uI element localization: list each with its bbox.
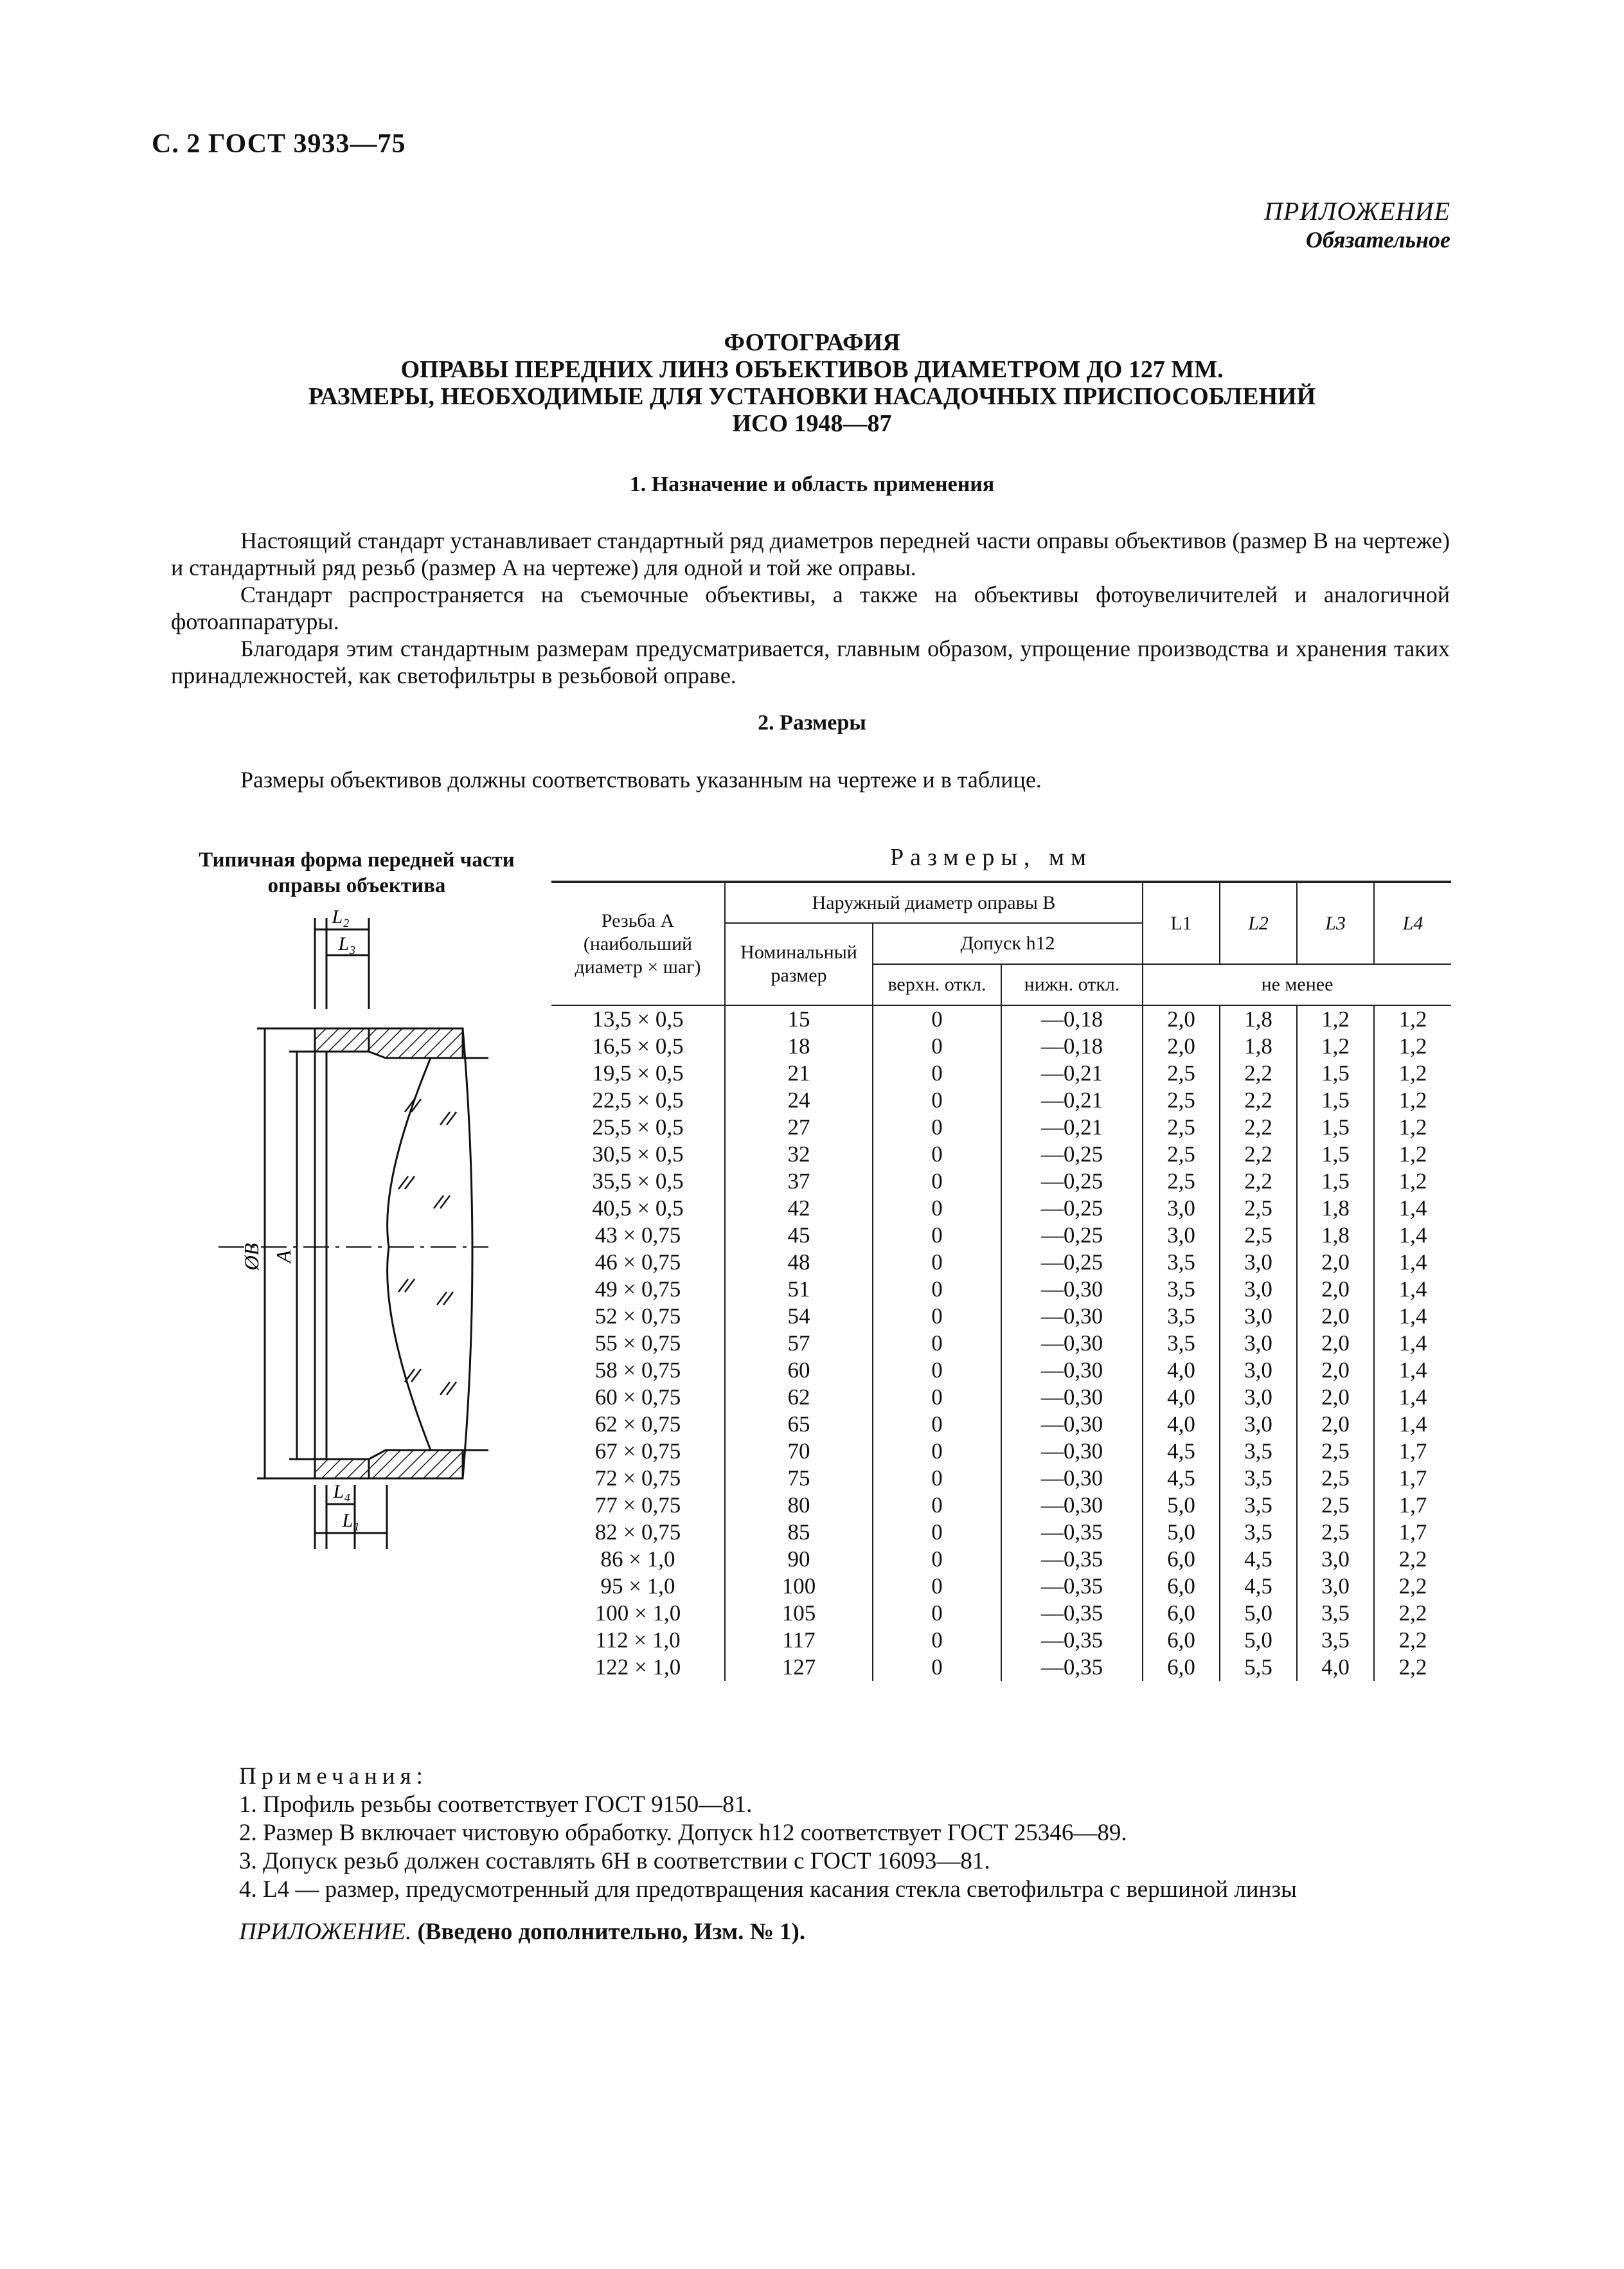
dimension-label-l4: L₄: [333, 1481, 351, 1502]
table-cell: 3,0: [1297, 1546, 1374, 1573]
table-cell: 0: [873, 1276, 1001, 1303]
table-cell: 3,0: [1220, 1411, 1297, 1438]
table-cell: 2,0: [1297, 1357, 1374, 1384]
table-cell: 65: [725, 1411, 873, 1438]
table-cell: 1,5: [1297, 1168, 1374, 1195]
table-cell: 6,0: [1143, 1600, 1220, 1627]
table-cell: 5,5: [1220, 1654, 1297, 1681]
table-cell: 2,2: [1374, 1600, 1451, 1627]
header-l4: L4: [1374, 882, 1451, 964]
table-cell: 1,7: [1374, 1465, 1451, 1492]
table-cell: 2,5: [1297, 1465, 1374, 1492]
table-cell: 0: [873, 1438, 1001, 1465]
table-cell: 3,5: [1297, 1600, 1374, 1627]
table-cell: —0,25: [1001, 1141, 1143, 1168]
appendix-block: [1264, 196, 1450, 253]
table-cell: 95 × 1,0: [600, 1574, 675, 1599]
table-cell: 27: [725, 1114, 873, 1141]
table-row: [551, 1330, 1451, 1357]
table-cell: 2,0: [1297, 1411, 1374, 1438]
table-cell: 1,4: [1374, 1384, 1451, 1411]
table-cell: 1,2: [1374, 1168, 1451, 1195]
dimension-label-b: ØB: [240, 1242, 263, 1271]
header-min: не менее: [1143, 964, 1451, 1005]
table-cell: 2,0: [1297, 1276, 1374, 1303]
table-cell: —0,35: [1001, 1546, 1143, 1573]
table-row: [551, 1654, 1451, 1681]
table-cell: 0: [873, 1222, 1001, 1249]
table-cell: —0,35: [1001, 1573, 1143, 1600]
table-cell: 6,0: [1143, 1546, 1220, 1573]
table-cell: 55 × 0,75: [594, 1331, 681, 1356]
table-cell: 4,0: [1297, 1654, 1374, 1681]
footer-appendix: ПРИЛОЖЕНИЕ.: [239, 1919, 412, 1945]
table-cell: —0,25: [1001, 1249, 1143, 1276]
table-row: [551, 1114, 1451, 1141]
table-row: [551, 1438, 1451, 1465]
table-cell: 2,0: [1297, 1303, 1374, 1330]
table-cell: 1,2: [1374, 1114, 1451, 1141]
table-cell: 2,5: [1297, 1519, 1374, 1546]
table-cell: 62: [725, 1384, 873, 1411]
table-cell: 3,5: [1220, 1465, 1297, 1492]
table-row: [551, 1141, 1451, 1168]
table-cell: —0,21: [1001, 1087, 1143, 1114]
table-cell: 0: [873, 1411, 1001, 1438]
table-cell: 4,5: [1220, 1546, 1297, 1573]
table-cell: —0,30: [1001, 1465, 1143, 1492]
table-cell: 4,0: [1143, 1384, 1220, 1411]
table-row: [551, 1546, 1451, 1573]
table-row: [551, 1357, 1451, 1384]
appendix-label: ПРИЛОЖЕНИЕ: [1264, 197, 1450, 226]
section-2-paragraph: Размеры объективов должны соответствовать указанным на чертеже и в таблице.: [240, 767, 1042, 793]
table-cell: 2,5: [1143, 1168, 1220, 1195]
table-cell: 0: [873, 1357, 1001, 1384]
footer-note: [239, 1918, 805, 1946]
table-cell: 3,5: [1143, 1303, 1220, 1330]
title-line: ОПРАВЫ ПЕРЕДНИХ ЛИНЗ ОБЪЕКТИВОВ ДИАМЕТРОМ ДО 127 ММ.: [400, 356, 1224, 383]
table-cell: 1,8: [1220, 1005, 1297, 1033]
table-cell: 6,0: [1143, 1654, 1220, 1681]
title-line: ИСО 1948—87: [732, 410, 892, 437]
table-cell: 0: [873, 1005, 1001, 1033]
table-cell: 2,5: [1143, 1141, 1220, 1168]
header-upper-deviation: верхн. откл.: [873, 964, 1001, 1005]
table-row: [551, 1627, 1451, 1654]
table-row: [551, 1519, 1451, 1546]
table-cell: 1,4: [1374, 1357, 1451, 1384]
table-cell: 3,0: [1220, 1384, 1297, 1411]
header-l2: L2: [1220, 882, 1297, 964]
table-cell: 3,0: [1220, 1303, 1297, 1330]
table-cell: 21: [725, 1060, 873, 1087]
table-row: [551, 1005, 1451, 1033]
table-row: [551, 1465, 1451, 1492]
table-cell: 2,5: [1297, 1492, 1374, 1519]
table-cell: —0,21: [1001, 1060, 1143, 1087]
table-cell: 1,2: [1374, 1141, 1451, 1168]
header-lower-deviation: нижн. откл.: [1001, 964, 1143, 1005]
table-cell: 3,5: [1220, 1492, 1297, 1519]
table-cell: 0: [873, 1033, 1001, 1060]
table-cell: 105: [725, 1600, 873, 1627]
table-cell: 3,5: [1143, 1276, 1220, 1303]
table-cell: 40,5 × 0,5: [592, 1196, 684, 1221]
table-cell: 82 × 0,75: [594, 1520, 681, 1545]
header-nominal: Номинальный размер: [725, 923, 873, 1005]
table-cell: 0: [873, 1195, 1001, 1222]
table-cell: 0: [873, 1249, 1001, 1276]
table-cell: 5,0: [1143, 1519, 1220, 1546]
table-cell: 2,5: [1143, 1087, 1220, 1114]
table-cell: 0: [873, 1627, 1001, 1654]
table-cell: 67 × 0,75: [594, 1439, 681, 1464]
table-cell: —0,35: [1001, 1627, 1143, 1654]
document-title: [193, 329, 1431, 437]
table-cell: 112 × 1,0: [595, 1628, 681, 1653]
footer-amendment: (Введено дополнительно, Изм. № 1).: [417, 1919, 806, 1945]
table-cell: 0: [873, 1492, 1001, 1519]
table-cell: 0: [873, 1303, 1001, 1330]
table-cell: 6,0: [1143, 1627, 1220, 1654]
header-tolerance: Допуск h12: [873, 923, 1143, 964]
table-cell: 1,4: [1374, 1195, 1451, 1222]
table-cell: —0,30: [1001, 1384, 1143, 1411]
header-l1: L1: [1143, 882, 1220, 964]
table-cell: 54: [725, 1303, 873, 1330]
table-row: [551, 1573, 1451, 1600]
table-cell: —0,30: [1001, 1276, 1143, 1303]
table-cell: 24: [725, 1087, 873, 1114]
table-cell: 3,5: [1220, 1519, 1297, 1546]
table-cell: 2,5: [1143, 1114, 1220, 1141]
header-l3: L3: [1297, 882, 1374, 964]
table-cell: —0,35: [1001, 1519, 1143, 1546]
table-cell: —0,18: [1001, 1033, 1143, 1060]
table-cell: —0,30: [1001, 1411, 1143, 1438]
table-cell: 4,0: [1143, 1357, 1220, 1384]
table-cell: —0,25: [1001, 1168, 1143, 1195]
table-cell: —0,25: [1001, 1222, 1143, 1249]
table-cell: 100: [725, 1573, 873, 1600]
table-cell: 1,4: [1374, 1222, 1451, 1249]
table-cell: 45: [725, 1222, 873, 1249]
table-cell: 3,5: [1297, 1627, 1374, 1654]
table-cell: 2,5: [1220, 1222, 1297, 1249]
table-cell: 0: [873, 1654, 1001, 1681]
lens-mount-drawing: [219, 906, 488, 1531]
table-cell: 4,5: [1220, 1573, 1297, 1600]
table-cell: 1,4: [1374, 1276, 1451, 1303]
table-cell: 2,5: [1220, 1195, 1297, 1222]
table-cell: —0,21: [1001, 1114, 1143, 1141]
notes-heading: Примечания:: [239, 1763, 428, 1789]
section-1-paragraph: Благодаря этим стандартным размерам предусматривается, главным образом, упрощение производства и хранения таких принадлежностей, как светофильтры в резьбовой оправе.: [171, 636, 1450, 688]
table-cell: 2,0: [1297, 1384, 1374, 1411]
table-cell: 75: [725, 1465, 873, 1492]
table-cell: 3,0: [1220, 1357, 1297, 1384]
table-cell: 22,5 × 0,5: [592, 1088, 684, 1113]
table-cell: 1,7: [1374, 1519, 1451, 1546]
table-cell: 1,5: [1297, 1060, 1374, 1087]
table-cell: 1,5: [1297, 1141, 1374, 1168]
table-cell: 2,5: [1143, 1060, 1220, 1087]
table-row: [551, 1222, 1451, 1249]
table-cell: —0,30: [1001, 1492, 1143, 1519]
table-cell: 16,5 × 0,5: [592, 1034, 684, 1059]
table-cell: 1,5: [1297, 1114, 1374, 1141]
table-cell: 2,2: [1220, 1114, 1297, 1141]
table-cell: 5,0: [1220, 1600, 1297, 1627]
table-cell: 3,5: [1143, 1249, 1220, 1276]
table-cell: 35,5 × 0,5: [592, 1169, 684, 1194]
table-row: [551, 1249, 1451, 1276]
table-cell: 0: [873, 1600, 1001, 1627]
table-cell: 1,7: [1374, 1492, 1451, 1519]
table-cell: 0: [873, 1573, 1001, 1600]
table-cell: 18: [725, 1033, 873, 1060]
table-cell: 3,0: [1143, 1195, 1220, 1222]
table-cell: 4,5: [1143, 1438, 1220, 1465]
title-line: РАЗМЕРЫ, НЕОБХОДИМЫЕ ДЛЯ УСТАНОВКИ НАСАДОЧНЫХ ПРИСПОСОБЛЕНИЙ: [308, 383, 1316, 410]
table-cell: —0,18: [1001, 1005, 1143, 1033]
dimensions-table: [551, 881, 1451, 1681]
table-cell: 2,2: [1374, 1654, 1451, 1681]
table-cell: 100 × 1,0: [594, 1601, 681, 1626]
table-cell: 46 × 0,75: [594, 1250, 681, 1275]
table-cell: 0: [873, 1384, 1001, 1411]
table-cell: 1,4: [1374, 1303, 1451, 1330]
table-cell: 2,2: [1374, 1546, 1451, 1573]
table-cell: 70: [725, 1438, 873, 1465]
notes-block: [239, 1762, 1297, 1904]
table-cell: 2,2: [1374, 1627, 1451, 1654]
table-row: [551, 1492, 1451, 1519]
table-cell: 19,5 × 0,5: [592, 1061, 684, 1086]
table-cell: 122 × 1,0: [594, 1655, 681, 1680]
table-row: [551, 1600, 1451, 1627]
table-cell: 1,7: [1374, 1438, 1451, 1465]
table-cell: 1,4: [1374, 1411, 1451, 1438]
table-cell: 1,2: [1297, 1033, 1374, 1060]
note-item: 2. Размер B включает чистовую обработку. Допуск h12 соответствует ГОСТ 25346—89.: [239, 1820, 1127, 1846]
table-cell: 90: [725, 1546, 873, 1573]
table-cell: 5,0: [1143, 1492, 1220, 1519]
table-cell: 13,5 × 0,5: [592, 1007, 684, 1032]
header-thread: Резьба A (наибольший диаметр × шаг): [551, 882, 725, 1005]
table-cell: 0: [873, 1546, 1001, 1573]
figure-caption: Типичная форма передней части оправы объектива: [199, 848, 515, 897]
section-2-heading: 2. Размеры: [758, 711, 866, 735]
table-cell: 60 × 0,75: [594, 1385, 681, 1410]
table-cell: 3,0: [1220, 1276, 1297, 1303]
table-cell: 2,2: [1220, 1087, 1297, 1114]
table-cell: 1,2: [1374, 1033, 1451, 1060]
table-cell: 15: [725, 1005, 873, 1033]
table-cell: 86 × 1,0: [600, 1547, 675, 1572]
table-cell: 5,0: [1220, 1627, 1297, 1654]
table-cell: —0,25: [1001, 1195, 1143, 1222]
table-cell: 0: [873, 1168, 1001, 1195]
table-cell: 43 × 0,75: [594, 1223, 681, 1248]
table-cell: 1,2: [1374, 1005, 1451, 1033]
table-cell: —0,30: [1001, 1438, 1143, 1465]
table-cell: 0: [873, 1087, 1001, 1114]
table-row: [551, 1411, 1451, 1438]
table-cell: 0: [873, 1519, 1001, 1546]
table-cell: 85: [725, 1519, 873, 1546]
table-cell: 1,8: [1297, 1222, 1374, 1249]
section-1-paragraph: Стандарт распространяется на съемочные объективы, а также на объективы фотоувеличителей и аналогичной фотоаппаратуры.: [171, 582, 1450, 634]
table-row: [551, 1168, 1451, 1195]
table-row: [551, 1087, 1451, 1114]
table-cell: 2,2: [1220, 1168, 1297, 1195]
table-cell: 2,0: [1143, 1005, 1220, 1033]
dimension-label-a: A: [272, 1250, 295, 1263]
table-cell: 1,5: [1297, 1087, 1374, 1114]
appendix-status: Обязательное: [1305, 227, 1450, 253]
table-cell: 1,2: [1374, 1060, 1451, 1087]
table-cell: 4,0: [1143, 1411, 1220, 1438]
table-cell: 0: [873, 1060, 1001, 1087]
table-cell: 25,5 × 0,5: [592, 1115, 684, 1140]
table-cell: 58 × 0,75: [594, 1358, 681, 1383]
table-cell: 2,0: [1143, 1033, 1220, 1060]
table-cell: 57: [725, 1330, 873, 1357]
table-row: [551, 1060, 1451, 1087]
table-cell: 80: [725, 1492, 873, 1519]
dimension-label-l2: L₂: [332, 906, 350, 928]
header-outer-diameter: Наружный диаметр оправы B: [725, 882, 1143, 923]
page-header: С. 2 ГОСТ 3933—75: [152, 129, 406, 159]
table-cell: 62 × 0,75: [594, 1412, 681, 1437]
note-item: 4. L4 — размер, предусмотренный для предотвращения касания стекла светофильтра с вершиной линзы: [239, 1876, 1297, 1903]
table-cell: 3,5: [1220, 1438, 1297, 1465]
table-cell: 1,8: [1297, 1195, 1374, 1222]
table-cell: 1,2: [1297, 1005, 1374, 1033]
table-cell: 49 × 0,75: [594, 1277, 681, 1302]
table-cell: 2,2: [1220, 1060, 1297, 1087]
table-cell: 1,8: [1220, 1033, 1297, 1060]
table-caption: Размеры, мм: [890, 844, 1093, 871]
table-cell: 51: [725, 1276, 873, 1303]
table-cell: 1,4: [1374, 1330, 1451, 1357]
note-item: 3. Допуск резьб должен составлять 6H в соответствии с ГОСТ 16093—81.: [239, 1848, 990, 1874]
table-cell: —0,35: [1001, 1654, 1143, 1681]
title-line: ФОТОГРАФИЯ: [724, 329, 900, 356]
table-cell: 3,0: [1143, 1222, 1220, 1249]
table-cell: 2,0: [1297, 1249, 1374, 1276]
table-row: [551, 1195, 1451, 1222]
section-1-heading: 1. Назначение и область применения: [629, 472, 995, 496]
table-cell: 2,2: [1220, 1141, 1297, 1168]
table-cell: 0: [873, 1141, 1001, 1168]
table-cell: 3,5: [1143, 1330, 1220, 1357]
table-cell: 30,5 × 0,5: [592, 1142, 684, 1167]
table-cell: 32: [725, 1141, 873, 1168]
table-row: [551, 1384, 1451, 1411]
table-cell: 3,0: [1220, 1330, 1297, 1357]
table-row: [551, 1276, 1451, 1303]
table-cell: —0,30: [1001, 1330, 1143, 1357]
table-cell: 3,0: [1220, 1249, 1297, 1276]
table-cell: 48: [725, 1249, 873, 1276]
table-cell: 60: [725, 1357, 873, 1384]
table-cell: 42: [725, 1195, 873, 1222]
table-cell: —0,30: [1001, 1303, 1143, 1330]
table-cell: —0,30: [1001, 1357, 1143, 1384]
table-cell: 77 × 0,75: [594, 1493, 681, 1518]
table-cell: 2,0: [1297, 1330, 1374, 1357]
table-cell: 6,0: [1143, 1573, 1220, 1600]
table-cell: —0,35: [1001, 1600, 1143, 1627]
table-cell: 4,5: [1143, 1465, 1220, 1492]
table-cell: 1,4: [1374, 1249, 1451, 1276]
table-cell: 127: [725, 1654, 873, 1681]
table-cell: 52 × 0,75: [594, 1304, 681, 1329]
table-cell: 0: [873, 1330, 1001, 1357]
table-cell: 2,5: [1297, 1438, 1374, 1465]
dimension-label-l1: L₁: [342, 1510, 360, 1531]
section-1-paragraph: Настоящий стандарт устанавливает стандартный ряд диаметров передней части оправы объективов (размер B на чертеже) и стандартный ряд резьб (размер A на чертеже) для одной и той же оправы.: [171, 528, 1450, 580]
table-cell: 117: [725, 1627, 873, 1654]
note-item: 1. Профиль резьбы соответствует ГОСТ 9150—81.: [239, 1791, 753, 1818]
dimension-label-l3: L₃: [338, 933, 356, 955]
table-cell: 72 × 0,75: [594, 1466, 681, 1491]
table-cell: 0: [873, 1465, 1001, 1492]
table-cell: 0: [873, 1114, 1001, 1141]
table-cell: 1,2: [1374, 1087, 1451, 1114]
table-row: [551, 1303, 1451, 1330]
table-cell: 3,0: [1297, 1573, 1374, 1600]
table-row: [551, 1033, 1451, 1060]
table-cell: 2,2: [1374, 1573, 1451, 1600]
table-cell: 37: [725, 1168, 873, 1195]
